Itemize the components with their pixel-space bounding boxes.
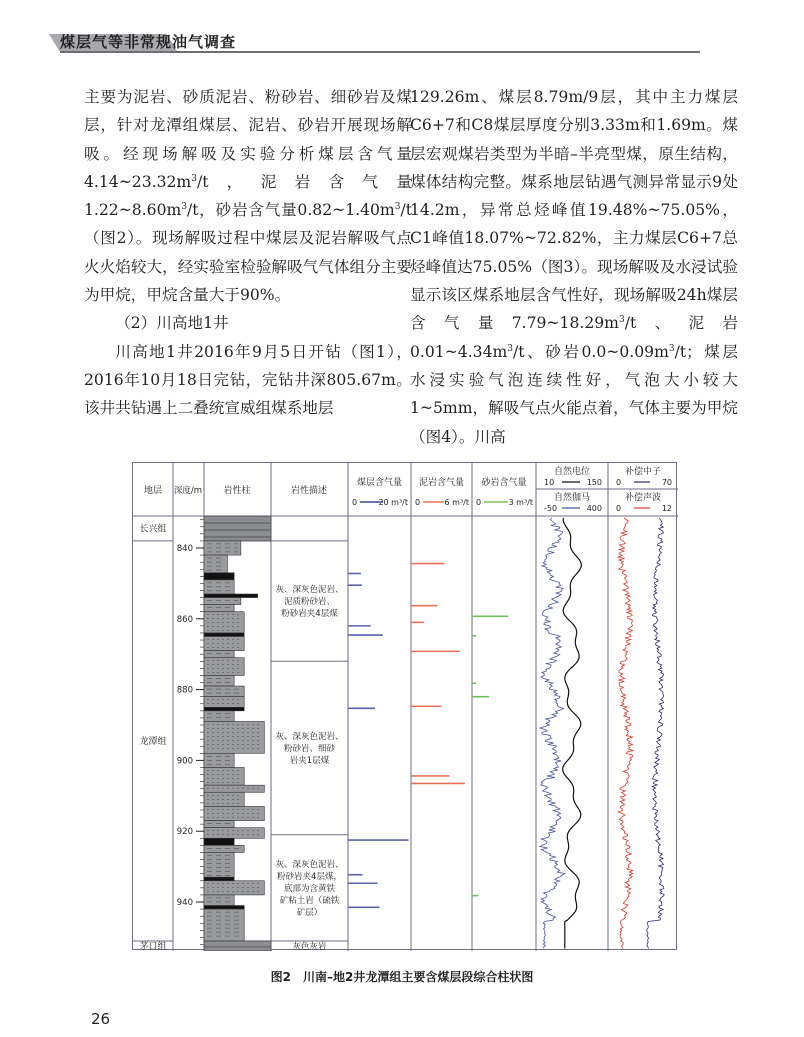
mudstone-bed [204,675,234,686]
lithology-description-text: 粉砂岩、细砂 [283,744,336,755]
header-lithology-description: 岩性描述 [290,486,328,496]
ac-header-scale-max: 12 [661,504,672,513]
mudstone-bed [204,651,234,658]
subheading: （2）川高地1井 [115,314,229,333]
header-formation: 地层 [143,486,163,496]
figure-caption: 图2 川南–地2井龙潭组主要含煤层段综合柱状图 [270,970,534,984]
depth-tick-label: 940 [176,898,193,908]
mudstone-bed [204,845,244,852]
cnl-header-scale-min: 0 [616,478,622,487]
mudstone-bed [204,711,234,722]
lithology-description-text: 灰色灰岩 [292,941,327,951]
coal-bed [204,906,244,910]
mudstone-bed [204,852,234,877]
coal-gas-header-title: 煤层含气量 [356,478,403,488]
header-lithology-column: 岩性柱 [223,486,251,496]
mudstone-bed [204,686,244,697]
ac-header-title: 补偿声波 [624,493,662,503]
lithology-description-text: 灰、深灰色泥岩、 [275,732,344,743]
right-paragraph-1: 129.26m、煤层8.79m/9层，其中主力煤层C6+7和C8煤层厚度分别3.33m和1.69m。煤层宏观煤岩类型为半暗–半亮型煤，原生结构，煤体结构完整。煤系地层钻遇气测异常显示9处14.2m，异常总烃峰值19.48%~75.05%，C1峰值18.07%~72.82%，主力煤层C6+7总烃峰值达75.05%（图3）。现场解吸及水浸试验显示该区煤系地层含气性好，现场解吸24h煤层含气量$7.79\sim 18.29m^3/t$、泥岩$0.01\sim 4.34m^3/t$、砂岩$0.0\sim 0.09m^3/t$；煤层水浸实验气泡连续性好，气泡大小较大1~5mm，解吸气点火能点着，气体主要为甲烷（图4）。川高 [410,88,738,446]
header-depth: 深度/m [173,486,203,496]
depth-tick-label: 880 [176,685,193,696]
lithology-description-text: 岩夹1层煤 [289,756,330,767]
coal-bed [204,633,244,637]
coal-gas-header-scale-min: 0 [352,498,358,507]
lithology-description-text: 底部为含黄铁 [283,883,336,894]
formation-label: 龙潭组 [139,736,167,747]
figure-canvas [133,463,678,951]
mudstone-bed [204,605,234,612]
mudstone-gas-header-scale-min: 0 [415,498,421,507]
sandstone-gas-header-scale-max: 3 m³/t [508,498,533,507]
lithology-description-text: 矿层） [296,907,323,918]
coal-bed [204,877,234,881]
mudstone-gas-header-scale-max: 6 m³/t [444,498,469,507]
mudstone-bed [204,895,234,906]
left-paragraph-2: 川高地1井2016年9月5日开钻（图1），2016年10月18日完钻，完钻井深805.67m。该井共钻遇上二叠统宣威组煤系地层 [84,342,412,418]
mudstone-bed [204,598,241,605]
lithology-description-text: 灰、深灰色泥岩、 [275,859,344,870]
page-number: 26 [91,1010,111,1028]
gr-curve [540,518,565,949]
right-column [410,83,738,451]
cnl-curve [647,518,665,949]
coal-bed [204,594,258,598]
sandstone-bed [204,785,264,792]
depth-tick-label: 920 [176,827,193,838]
composite-column-figure [132,462,677,950]
depth-tick-label: 860 [176,614,193,625]
header-rule [60,51,700,53]
formation-label: 茅口组 [139,941,167,951]
ac-header-scale-min: 0 [616,504,622,513]
gr-header-scale-min: -50 [544,504,558,513]
mudstone-bed [204,821,234,828]
sandstone-bed [204,697,244,708]
coal-bed [204,707,244,711]
lithology-description-text: 矿粘土岩（硫铁 [279,895,340,906]
sp-header-scale-max: 150 [586,478,602,487]
coal-bed [204,838,234,845]
lithology-description-text: 泥质粉砂岩、 [283,597,336,608]
mudstone-gas-header-title: 泥岩含气量 [418,478,465,488]
cnl-header-scale-max: 70 [661,478,672,487]
coal-bed [204,573,234,580]
cnl-header-title: 补偿中子 [624,467,662,477]
ac-curve [618,518,633,949]
running-header: 煤层气等非常规油气调查 [60,33,237,51]
gr-header-title: 自然伽马 [553,493,591,503]
depth-tick-label: 840 [176,544,193,554]
coal-gas-header-scale-max: 20 m³/t [378,498,408,507]
lithology-description-text: 灰、深灰色泥岩、 [275,585,344,596]
left-paragraph-1: 主要为泥岩、砂质泥岩、粉砂岩、细砂岩及煤层，针对龙潭组煤层、泥岩、砂岩开展现场解吸。经现场解吸及实验分析煤层含气量$4.14\sim 23.32m^3/t$，泥岩含气量$1.22\sim 8.60m^3/t$，砂岩含气量$0.82\sim 1.40m^3/t$（图2）。现场解吸过程中煤层及泥岩解吸气点火火焰较大，经实验室检验解吸气气体组分主要为甲烷，甲烷含量大于90%。 [84,88,412,305]
sandstone-gas-header-scale-min: 0 [476,498,482,507]
left-column [84,83,412,423]
sp-header-title: 自然电位 [553,467,591,477]
lithology-description-text: 粉砂岩夹4层煤 [281,609,338,620]
gr-header-scale-max: 400 [586,504,602,513]
sandstone-bed [204,828,264,839]
sp-header-scale-min: 10 [544,478,555,487]
depth-tick-label: 900 [176,756,193,767]
sp-curve [563,518,582,949]
lithology-description-text: 粉砂岩夹4层煤， [277,871,342,882]
sandstone-gas-header-title: 砂岩含气量 [481,478,527,488]
formation-label: 长兴组 [139,524,167,535]
limestone-block [204,941,271,951]
